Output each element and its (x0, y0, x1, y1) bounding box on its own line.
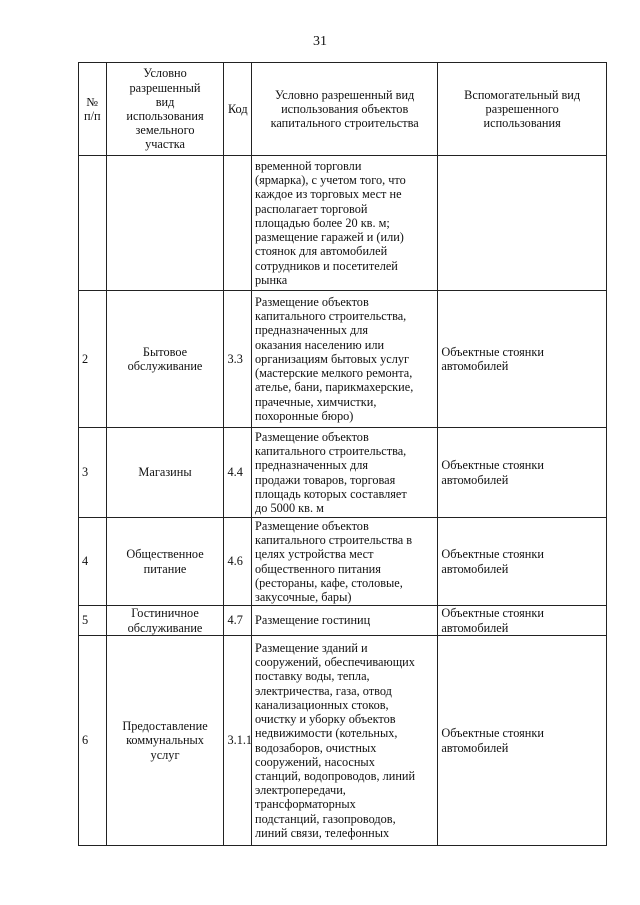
cell-code: 3.3 (224, 291, 252, 428)
cell-code: 4.4 (224, 428, 252, 518)
cell-desc: Размещение объектов капитального строительства, предназначенных для продажи товаров, торговая площадь которых составляет до 5000 кв. м (252, 428, 438, 518)
cell-num: 3 (79, 428, 107, 518)
cell-desc: Размещение объектов капитального строительства, предназначенных для оказания населению или организациям бытовых услуг (мастерские мелкого ремонта, ателье, бани, парикмахерские, прачечные, химчистки, похоронные бюро) (252, 291, 438, 428)
cell-num: 2 (79, 291, 107, 428)
table-row (79, 518, 607, 606)
cell-aux: Объектные стоянки автомобилей (438, 636, 607, 846)
table-header (79, 63, 607, 156)
cell-code: 4.7 (224, 606, 252, 636)
header-code: Код (224, 63, 252, 156)
table-row (79, 156, 607, 291)
cell-aux: Объектные стоянки автомобилей (438, 606, 607, 636)
cell-aux: Объектные стоянки автомобилей (438, 428, 607, 518)
cell-code (224, 156, 252, 291)
header-type: Условно разрешенный вид использования земельного участка (106, 63, 224, 156)
cell-code: 3.1.1 (224, 636, 252, 846)
page-number: 31 (313, 34, 327, 49)
land-use-table (78, 62, 607, 846)
cell-num: 5 (79, 606, 107, 636)
cell-code: 4.6 (224, 518, 252, 606)
cell-type: Бытовое обслуживание (106, 291, 224, 428)
header-num: № п/п (79, 63, 107, 156)
cell-type: Предоставление коммунальных услуг (106, 636, 224, 846)
table-row (79, 636, 607, 846)
cell-desc: Размещение гостиниц (252, 606, 438, 636)
cell-type: Гостиничное обслуживание (106, 606, 224, 636)
cell-type (106, 156, 224, 291)
header-desc: Условно разрешенный вид использования объектов капитального строительства (252, 63, 438, 156)
table-row (79, 291, 607, 428)
cell-num: 4 (79, 518, 107, 606)
cell-desc: Размещение зданий и сооружений, обеспечивающих поставку воды, тепла, электричества, газа, отвод канализационных стоков, очистку и уборку объектов недвижимости (котельных, водозаборов, очистных сооружений, насосных станций, водопроводов, линий электропередачи, трансформаторных подстанций, газопроводов, линий связи, телефонных (252, 636, 438, 846)
header-aux: Вспомогательный вид разрешенного использования (438, 63, 607, 156)
cell-desc: временной торговли (ярмарка), с учетом того, что каждое из торговых мест не располагает торговой площадью более 20 кв. м; размещение гаражей и (или) стоянок для автомобилей сотрудников и посетителей рынка (252, 156, 438, 291)
cell-desc: Размещение объектов капитального строительства в целях устройства мест общественного питания (рестораны, кафе, столовые, закусочные, бары) (252, 518, 438, 606)
cell-type: Магазины (106, 428, 224, 518)
cell-aux: Объектные стоянки автомобилей (438, 291, 607, 428)
cell-type: Общественное питание (106, 518, 224, 606)
cell-num (79, 156, 107, 291)
cell-aux: Объектные стоянки автомобилей (438, 518, 607, 606)
cell-num: 6 (79, 636, 107, 846)
table-row (79, 428, 607, 518)
cell-aux (438, 156, 607, 291)
table-row (79, 606, 607, 636)
